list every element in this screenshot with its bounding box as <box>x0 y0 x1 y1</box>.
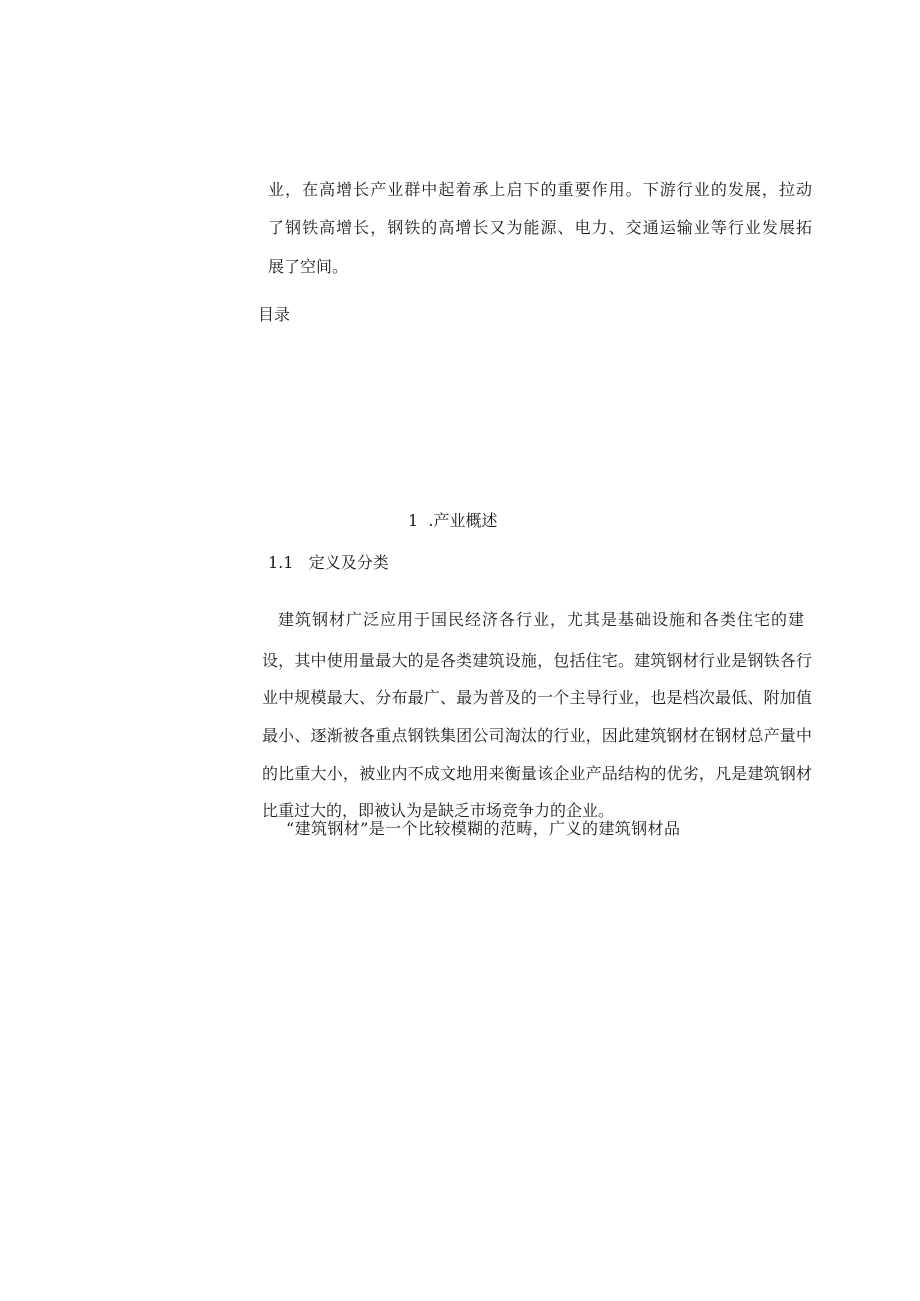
continuation-line-3: 展了空间。 <box>268 257 349 276</box>
paragraph-1-line-3: 业中规模最大、分布最广、最为普及的一个主导行业，也是档次最低、附加值 <box>262 688 812 707</box>
section-title: 1 .产业概述 <box>408 511 498 530</box>
continuation-line-1: 业，在高增长产业群中起着承上启下的重要作用。下游行业的发展，拉动 <box>268 180 812 199</box>
toc-heading: 目录 <box>258 305 291 324</box>
continuation-line-2: 了钢铁高增长，钢铁的高增长又为能源、电力、交通运输业等行业发展拓 <box>268 218 812 237</box>
paragraph-1-line-4: 最小、逐渐被各重点钢铁集团公司淘汰的行业，因此建筑钢材在钢材总产量中 <box>262 726 812 745</box>
paragraph-1-line-2: 设，其中使用量最大的是各类建筑设施，包括住宅。建筑钢材行业是钢铁各行 <box>262 651 812 670</box>
paragraph-1-line-5: 的比重大小，被业内不成文地用来衡量该企业产品结构的优劣，凡是建筑钢材 <box>262 764 812 783</box>
subsection-title: 1.1 定义及分类 <box>268 553 389 572</box>
paragraph-1-line-6: 比重过大的，即被认为是缺乏市场竞争力的企业。 <box>262 801 615 820</box>
paragraph-1-line-1: 建筑钢材广泛应用于国民经济各行业，尤其是基础设施和各类住宅的建 <box>278 610 804 629</box>
paragraph-2-line-1: “建筑钢材”是一个比较模糊的范畴，广义的建筑钢材品 <box>286 819 681 838</box>
